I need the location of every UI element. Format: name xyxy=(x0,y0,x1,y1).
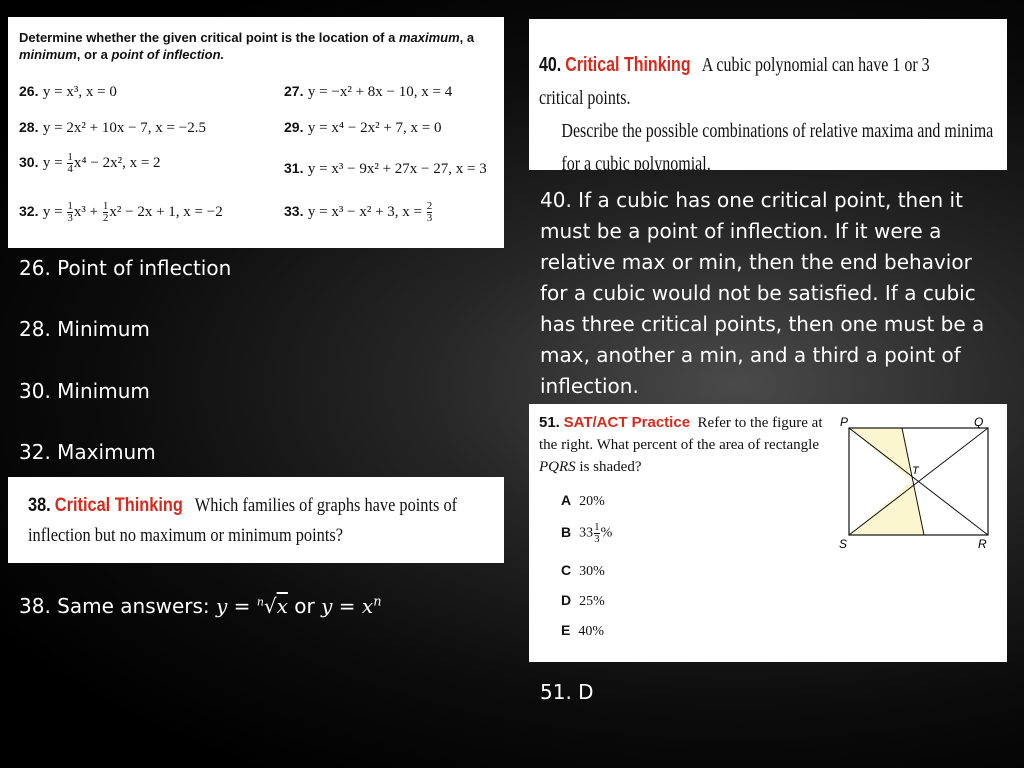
problem-29: 29. y = x⁴ − 2x² + 7, x = 0 xyxy=(284,119,442,136)
label-t: T xyxy=(912,465,919,477)
answer-28: 28. Minimum xyxy=(19,317,150,341)
choice-d: D 25% xyxy=(561,592,605,609)
problem-51-text: 51. SAT/ACT Practice Refer to the figure at the right. What percent of the area of rectangle PQRS is shaded? xyxy=(539,414,823,475)
answer-38: 38. Same answers: y = $^n$√x or $y = x^n$ xyxy=(19,594,382,618)
problem-33: 33. y = x³ − x² + 3, x = $\frac{2}{3}$ xyxy=(284,200,433,224)
problem-26: 26. y = x³, x = 0 xyxy=(19,83,117,100)
answer-40: 40. If a cubic has one critical point, then it must be a point of inflection. If it were a relative max or min, then the end behavior for a cubic would not be satisfied. If a cubic has three critical points, then one must be a max, another a min, and a third a point of inflection. xyxy=(540,188,985,398)
choice-e: E 40% xyxy=(561,622,605,639)
instructions: Determine whether the given critical point is the location of a maximum, a minimum, or a point of inflection. xyxy=(19,30,475,62)
answer-32: 32. Maximum xyxy=(19,440,156,464)
problem-40-text: 40. Critical Thinking A cubic polynomial can have 1 or 3 critical points. Describe the possible combinations of relative maxima and minima for a cubic polynomial. xyxy=(539,54,994,175)
rectangle-pqrs-figure xyxy=(834,412,1004,552)
label-p: P xyxy=(840,415,849,429)
answer-51: 51. D xyxy=(540,680,594,704)
problem-28: 28. y = 2x² + 10x − 7, x = −2.5 xyxy=(19,119,206,136)
answer-30: 30. Minimum xyxy=(19,379,150,403)
choice-b: B 33 $\frac{1}{3}$ % xyxy=(561,521,613,545)
shaded-region-top xyxy=(849,428,912,481)
problem-38-text: 38. Critical Thinking Which families of graphs have points of inflection but no maximum or minimum points? xyxy=(28,495,458,546)
answer-26: 26. Point of inflection xyxy=(19,256,232,280)
label-r: R xyxy=(978,537,987,551)
problem-27: 27. y = −x² + 8x − 10, x = 4 xyxy=(284,83,453,100)
problem-40-panel xyxy=(529,19,1007,175)
problem-38-panel xyxy=(8,477,504,563)
choice-c: C 30% xyxy=(561,562,605,579)
label-q: Q xyxy=(974,415,984,429)
problem-30: 30. y = $\frac{1}{4}$ x⁴ − 2x², x = 2 xyxy=(19,151,161,175)
problem-32: 32. y = $\frac{1}{3}$ x³ + $\frac{1}{2}$ x² − 2x + 1, x = −2 xyxy=(19,200,223,224)
choice-a: A 20% xyxy=(561,492,605,509)
problem-31: 31. y = x³ − 9x² + 27x − 27, x = 3 xyxy=(284,160,487,177)
label-s: S xyxy=(839,537,848,551)
problem-51-panel xyxy=(529,404,1007,662)
critical-point-problems-panel xyxy=(8,17,504,248)
